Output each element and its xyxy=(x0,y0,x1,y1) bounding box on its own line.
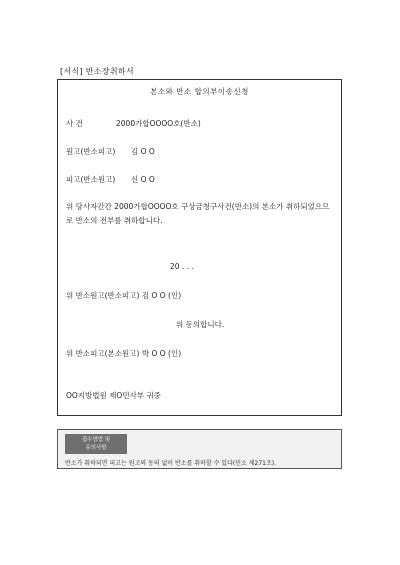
note-badge xyxy=(65,434,127,454)
note-box xyxy=(57,429,342,469)
document-title: 본소와 반소 합의부이송신청 xyxy=(150,87,249,96)
consent-text: 위 동의합니다. xyxy=(176,320,225,329)
body-paragraph: 위 당사자간간 2000가합OOOO호 구상금청구사건(반소)의 본소가 취하되었으므로 반소의 전부를 취하합니다. xyxy=(66,202,330,225)
plaintiff-label: 원고(반소피고) xyxy=(66,147,116,156)
plaintiff-name: 김 O O xyxy=(131,147,155,156)
date-line: 20 . . . xyxy=(170,262,194,271)
form-label: [서식] 반소장취하서 xyxy=(60,67,134,76)
applicant-line: 위 반소원고(반소피고) 김 O O (인) xyxy=(66,291,182,300)
document-box xyxy=(57,79,342,416)
consenter-line: 위 반소피고(본소원고) 박 O O (인) xyxy=(66,349,182,358)
defendant-name: 신 O O xyxy=(131,175,155,184)
case-label: 사 건 xyxy=(66,119,83,128)
note-badge-line1: 접수방법 및 xyxy=(81,437,111,443)
court-name: OO지방법원 제O민사부 귀중 xyxy=(66,391,161,400)
case-number: 2000가합OOOO호(반소) xyxy=(116,119,201,128)
note-badge-line2: 유의사항 xyxy=(85,445,107,451)
note-text: 반소가 취하되면 피고는 원고의 동의 없이 반소를 취하할 수 있다(민소 제271조). xyxy=(65,460,276,467)
defendant-label: 피고(반소원고) xyxy=(66,175,116,184)
